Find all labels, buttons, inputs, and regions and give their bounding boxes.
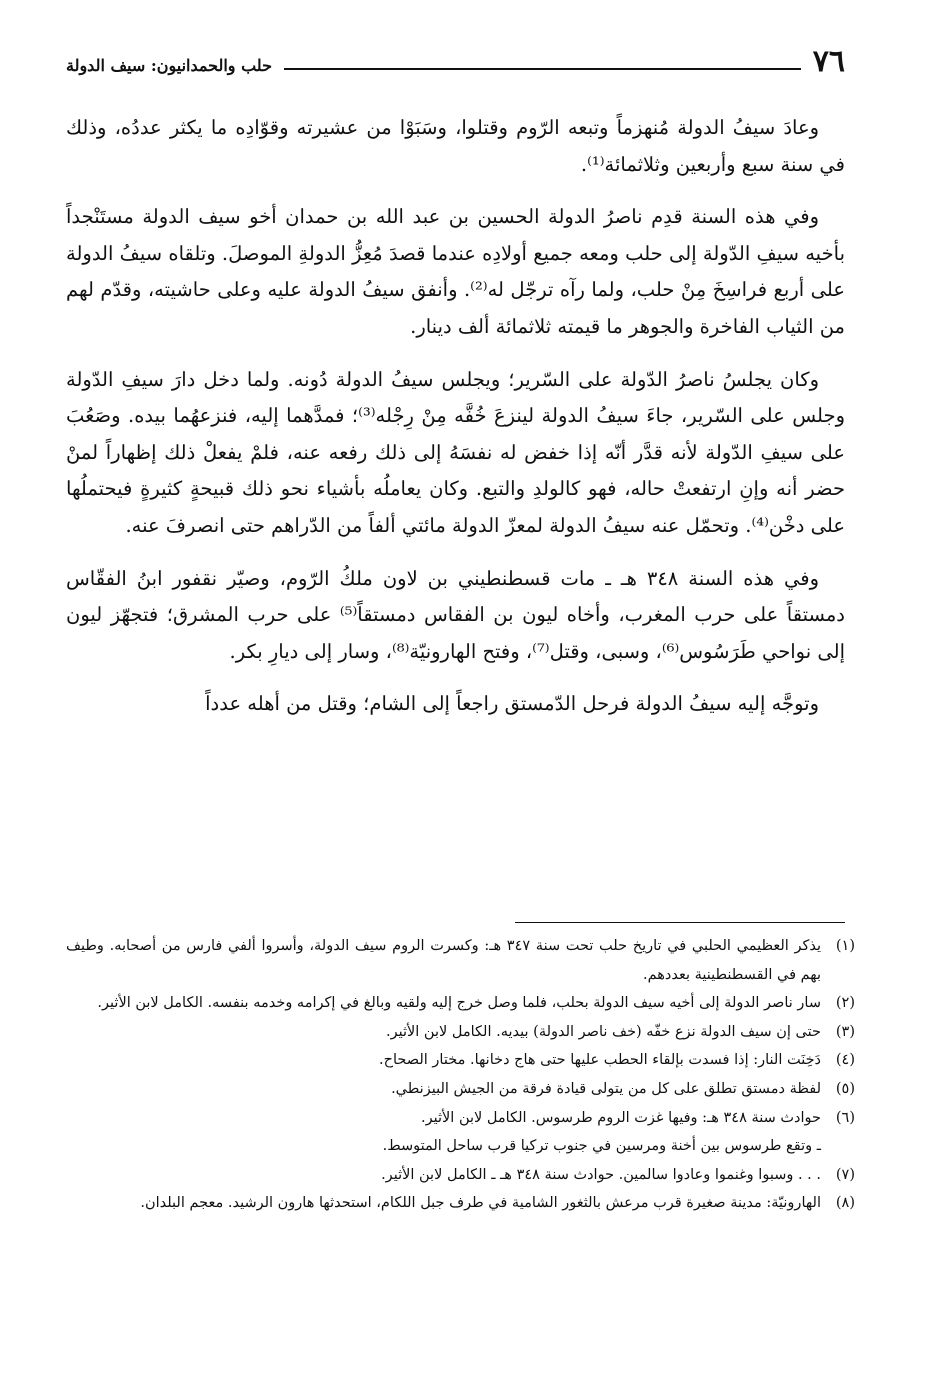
footnote (66, 989, 855, 1018)
footnote-number: (٥) (835, 1080, 855, 1097)
footnote (66, 1018, 855, 1047)
footnote-number: (٦) (835, 1109, 855, 1126)
footnote (66, 1104, 855, 1133)
footnotes (66, 932, 855, 1218)
footnote-text: الهارونيّة: مدينة صغيرة قرب مرعش بالثغور الشامية في طرف جبل اللكام، استحدثها هارون الرشيد. معجم البلدان. (140, 1195, 821, 1212)
page-number: ٧٦ (812, 44, 845, 79)
footnote (66, 932, 855, 989)
footnote-separator (515, 922, 845, 923)
footnote-number: (١) (835, 938, 855, 954)
footnote-text: سار ناصر الدولة إلى أخيه سيف الدولة بحلب، فلما وصل خرج إليه ولقيه وبالغ في إكرامه وخدمه بنفسه. الكامل لابن الأثير. (97, 995, 821, 1012)
footnote-text: حتى إن سيف الدولة نزع خفّه (خف ناصر الدولة) بيديه. الكامل لابن الأثير. (386, 1023, 821, 1040)
paragraph: وفي هذه السنة ٣٤٨ هـ ـ مات قسطنطيني بن لاون ملكُ الرّوم، وصيّر نقفور ابنُ الفقّاس دمستقاً على حرب المغرب، وأخاه ليون بن الفقاس دمستقاً⁽⁵⁾ على حرب المشرق؛ فتجهّز ليون إلى نواحي طَرَسُوس⁽⁶⁾، وسبى، وقتل⁽⁷⁾، وفتح الهارونيّة⁽⁸⁾، وسار إلى ديارِ بكر. (66, 566, 845, 663)
footnote (66, 1075, 855, 1104)
paragraph: وعادَ سيفُ الدولة مُنهزماً وتبعه الرّوم وقتلوا، وسَبَوْا من عشيرته وقوّادِه ما يكثر عددُه، وذلك في سنة سبع وأربعين وثلاثمائة⁽¹⁾. (66, 116, 845, 176)
paragraph: وفي هذه السنة قدِم ناصرُ الدولة الحسين بن عبد الله بن حمدان أخو سيف الدولة مستَنْجداً بأخيه سيفِ الدّولة إلى حلب ومعه جميع أولادِه عندما قصدَ مُعِزُّ الدولةِ الموصلَ. وتلقاه سيفُ الدولة على أربع فراسِخَ مِنْ حلب، ولما رآه ترجّل له⁽²⁾. وأنفق سيفُ الدولة عليه وعلى حاشيته، وقدّم لهم من الثياب الفاخرة والجوهر ما قيمته ثلاثمائة ألف دينار. (66, 205, 846, 338)
footnote-continuation: ـ وتقع طرسوس بين أخنة ومرسين في جنوب تركيا قرب ساحل المتوسط. (382, 1138, 821, 1155)
footnote-text: لفظة دمستق تطلق على كل من يتولى قيادة فرقة من الجيش البيزنطي. (391, 1080, 821, 1097)
footnote-number: (٢) (835, 995, 855, 1012)
footnote (66, 1161, 855, 1190)
main-text (66, 110, 845, 739)
running-head: حلب والحمدانيون: سيف الدولة (66, 56, 272, 75)
footnote-text: . . . وسبوا وغنموا وعادوا سالمين. حوادث سنة ٣٤٨ هـ ـ الكامل لابن الأثير. (381, 1166, 821, 1183)
footnote-number: (٨) (835, 1195, 855, 1212)
paragraph: وكان يجلسُ ناصرُ الدّولة على السّرير؛ ويجلس سيفُ الدولة دُونه. ولما دخل دارَ سيفِ الدّولة وجلس على السّرير، جاءَ سيفُ الدولة لينزعَ خُفَّه مِنْ رِجْله⁽³⁾؛ فمدَّهما إليه، فنزعهُما بيده. وصَعُبَ على سيفِ الدّولة لأنه قدَّر أنّه إذا خفض له نفسَهُ إلى ذلك رفعه عنه، فلمْ يفعلْ ذلك إظهاراً لمنْ حضر أنه وإنِ ارتفعتْ حاله، فهو كالولدِ والتبع. وكان يعاملُه بأشياء نحو ذلك قبيحةٍ كثيرةٍ فيحتملُها على دخْن⁽⁴⁾. وتحمّل عنه سيفُ الدولة لمعزّ الدولة مائتي ألفاً من الدّراهم حتى انصرفَ عنه. (66, 367, 845, 537)
footnote-number: (٣) (835, 1023, 855, 1040)
page-header (66, 44, 845, 78)
footnote-text: دَخِنَت النار: إذا فسدت بإلقاء الحطب عليها حتى هاج دخانها. مختار الصحاح. (379, 1052, 821, 1069)
footnote (66, 1046, 855, 1075)
footnote-text: يذكر العظيمي الحلبي في تاريخ حلب تحت سنة ٣٤٧ هـ: وكسرت الروم سيف الدولة، وأسروا ألفي فارس من أصحابه. وطيف بهم في القسطنطينية بعددهم. (66, 938, 821, 983)
footnote (66, 1189, 855, 1218)
footnote-number: (٧) (835, 1166, 855, 1183)
footnote-number: (٤) (835, 1052, 855, 1069)
paragraph: وتوجَّه إليه سيفُ الدولة فرحل الدّمستق راجعاً إلى الشام؛ وقتل من أهله عدداً (205, 692, 819, 716)
footnote-text: حوادث سنة ٣٤٨ هـ: وفيها غزت الروم طرسوس. الكامل لابن الأثير. (421, 1109, 821, 1126)
header-rule (284, 68, 801, 70)
